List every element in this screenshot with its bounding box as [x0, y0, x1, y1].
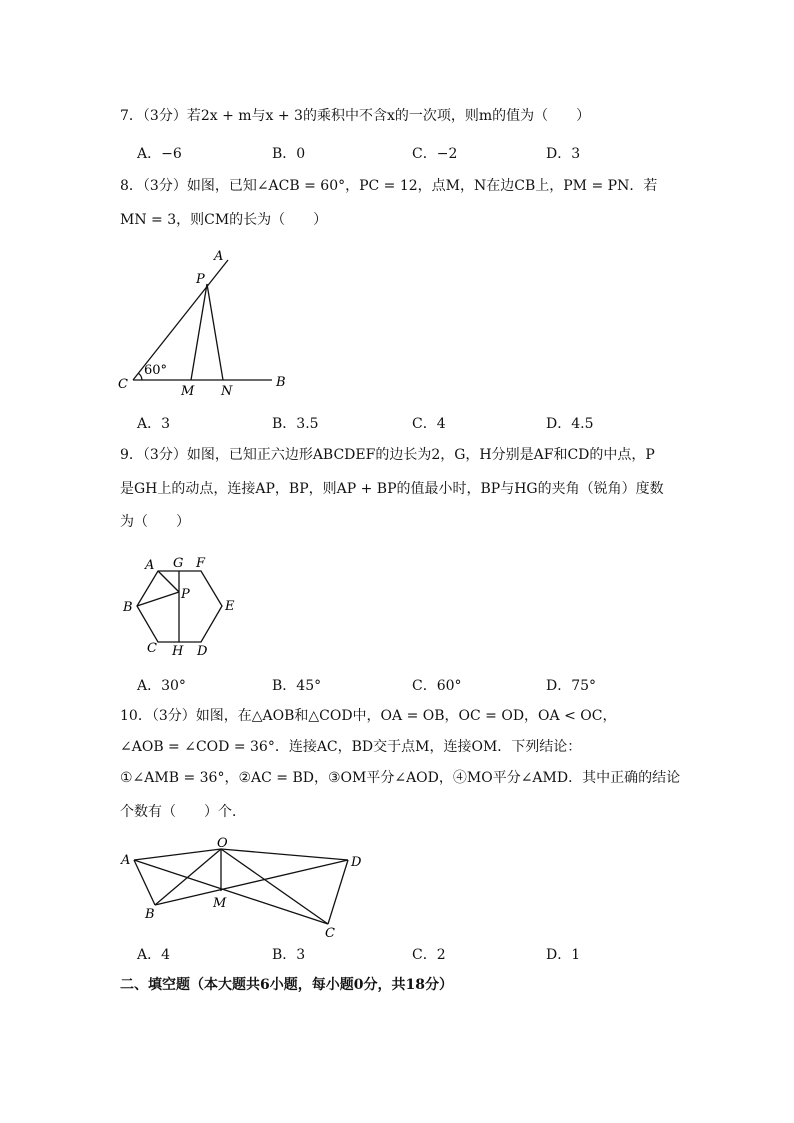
q10-label-o: O	[217, 836, 228, 851]
q8-label-c: C	[118, 377, 128, 392]
q8-label-p: P	[196, 272, 205, 287]
q9-label-e: E	[225, 599, 235, 614]
q8-option-c: C．4	[412, 416, 446, 432]
q10-option-a: A．4	[137, 947, 171, 963]
q10-stem-line1: 10．（3分）如图，在△AOB和△COD中，OA = OB，OC = OD，OA < OC，	[120, 708, 617, 724]
q9-label-d: D	[197, 644, 208, 659]
q10-stem-line2: ∠AOB = ∠COD = 36°．连接AC，BD交于点M，连接OM．下列结论：	[120, 739, 582, 755]
q8-label-n: N	[221, 384, 233, 399]
section-heading-fill-in: 二、填空题（本大题共6小题，每小题0分，共18分）	[120, 977, 453, 993]
q10-label-m: M	[213, 896, 227, 911]
q8-option-d: D．4.5	[546, 416, 594, 432]
q8-option-b: B．3.5	[272, 416, 319, 432]
q7-option-d: D．3	[546, 146, 581, 162]
q9-stem-line3: 为（ ）	[120, 514, 190, 530]
q10-option-d: D．1	[546, 947, 581, 963]
q7-stem: 7．（3分）若2x + m与x + 3的乘积中不含x的一次项，则m的值为（ ）	[120, 108, 591, 124]
q8-option-a: A．3	[137, 416, 171, 432]
q8-stem-line2: MN = 3，则CM的长为（ ）	[120, 212, 328, 228]
q8-label-a: A	[214, 249, 224, 264]
q9-option-a: A．30°	[137, 678, 186, 694]
q8-angle-label: 60°	[144, 363, 168, 378]
q10-label-b: B	[145, 907, 155, 922]
q8-label-b: B	[276, 375, 286, 390]
q7-option-c: C．−2	[412, 146, 458, 162]
q9-label-b: B	[123, 600, 133, 615]
q8-stem-line1: 8．（3分）如图，已知∠ACB = 60°，PC = 12，点M，N在边CB上，PM = PN．若	[120, 178, 658, 194]
q9-option-b: B．45°	[272, 678, 322, 694]
q9-label-a: A	[145, 558, 155, 573]
q7-option-a: A．−6	[137, 146, 182, 162]
q9-label-g: G	[173, 556, 184, 571]
q7-option-b: B．0	[272, 146, 306, 162]
q10-label-d: D	[351, 855, 362, 870]
q9-label-c: C	[147, 641, 157, 656]
q10-label-a: A	[121, 853, 131, 868]
q9-option-d: D．75°	[546, 678, 597, 694]
q10-stem-line4: 个数有（ ）个．	[120, 804, 246, 820]
q9-label-f: F	[196, 556, 206, 571]
q8-label-m: M	[181, 384, 195, 399]
q10-label-c: C	[325, 926, 335, 941]
q10-option-c: C．2	[412, 947, 446, 963]
q9-label-h: H	[172, 644, 184, 659]
q9-option-c: C．60°	[412, 678, 462, 694]
q9-stem-line2: 是GH上的动点，连接AP，BP，则AP + BP的值最小时，BP与HG的夹角（锐角）度数	[120, 481, 664, 497]
q9-label-p: P	[181, 587, 190, 602]
q9-stem-line1: 9．（3分）如图，已知正六边形ABCDEF的边长为2，G，H分别是AF和CD的中点，P	[120, 447, 655, 463]
q10-option-b: B．3	[272, 947, 306, 963]
q10-stem-line3: ①∠AMB = 36°，②AC = BD，③OM平分∠AOD，④MO平分∠AMD．其中正确的结论	[120, 770, 681, 786]
